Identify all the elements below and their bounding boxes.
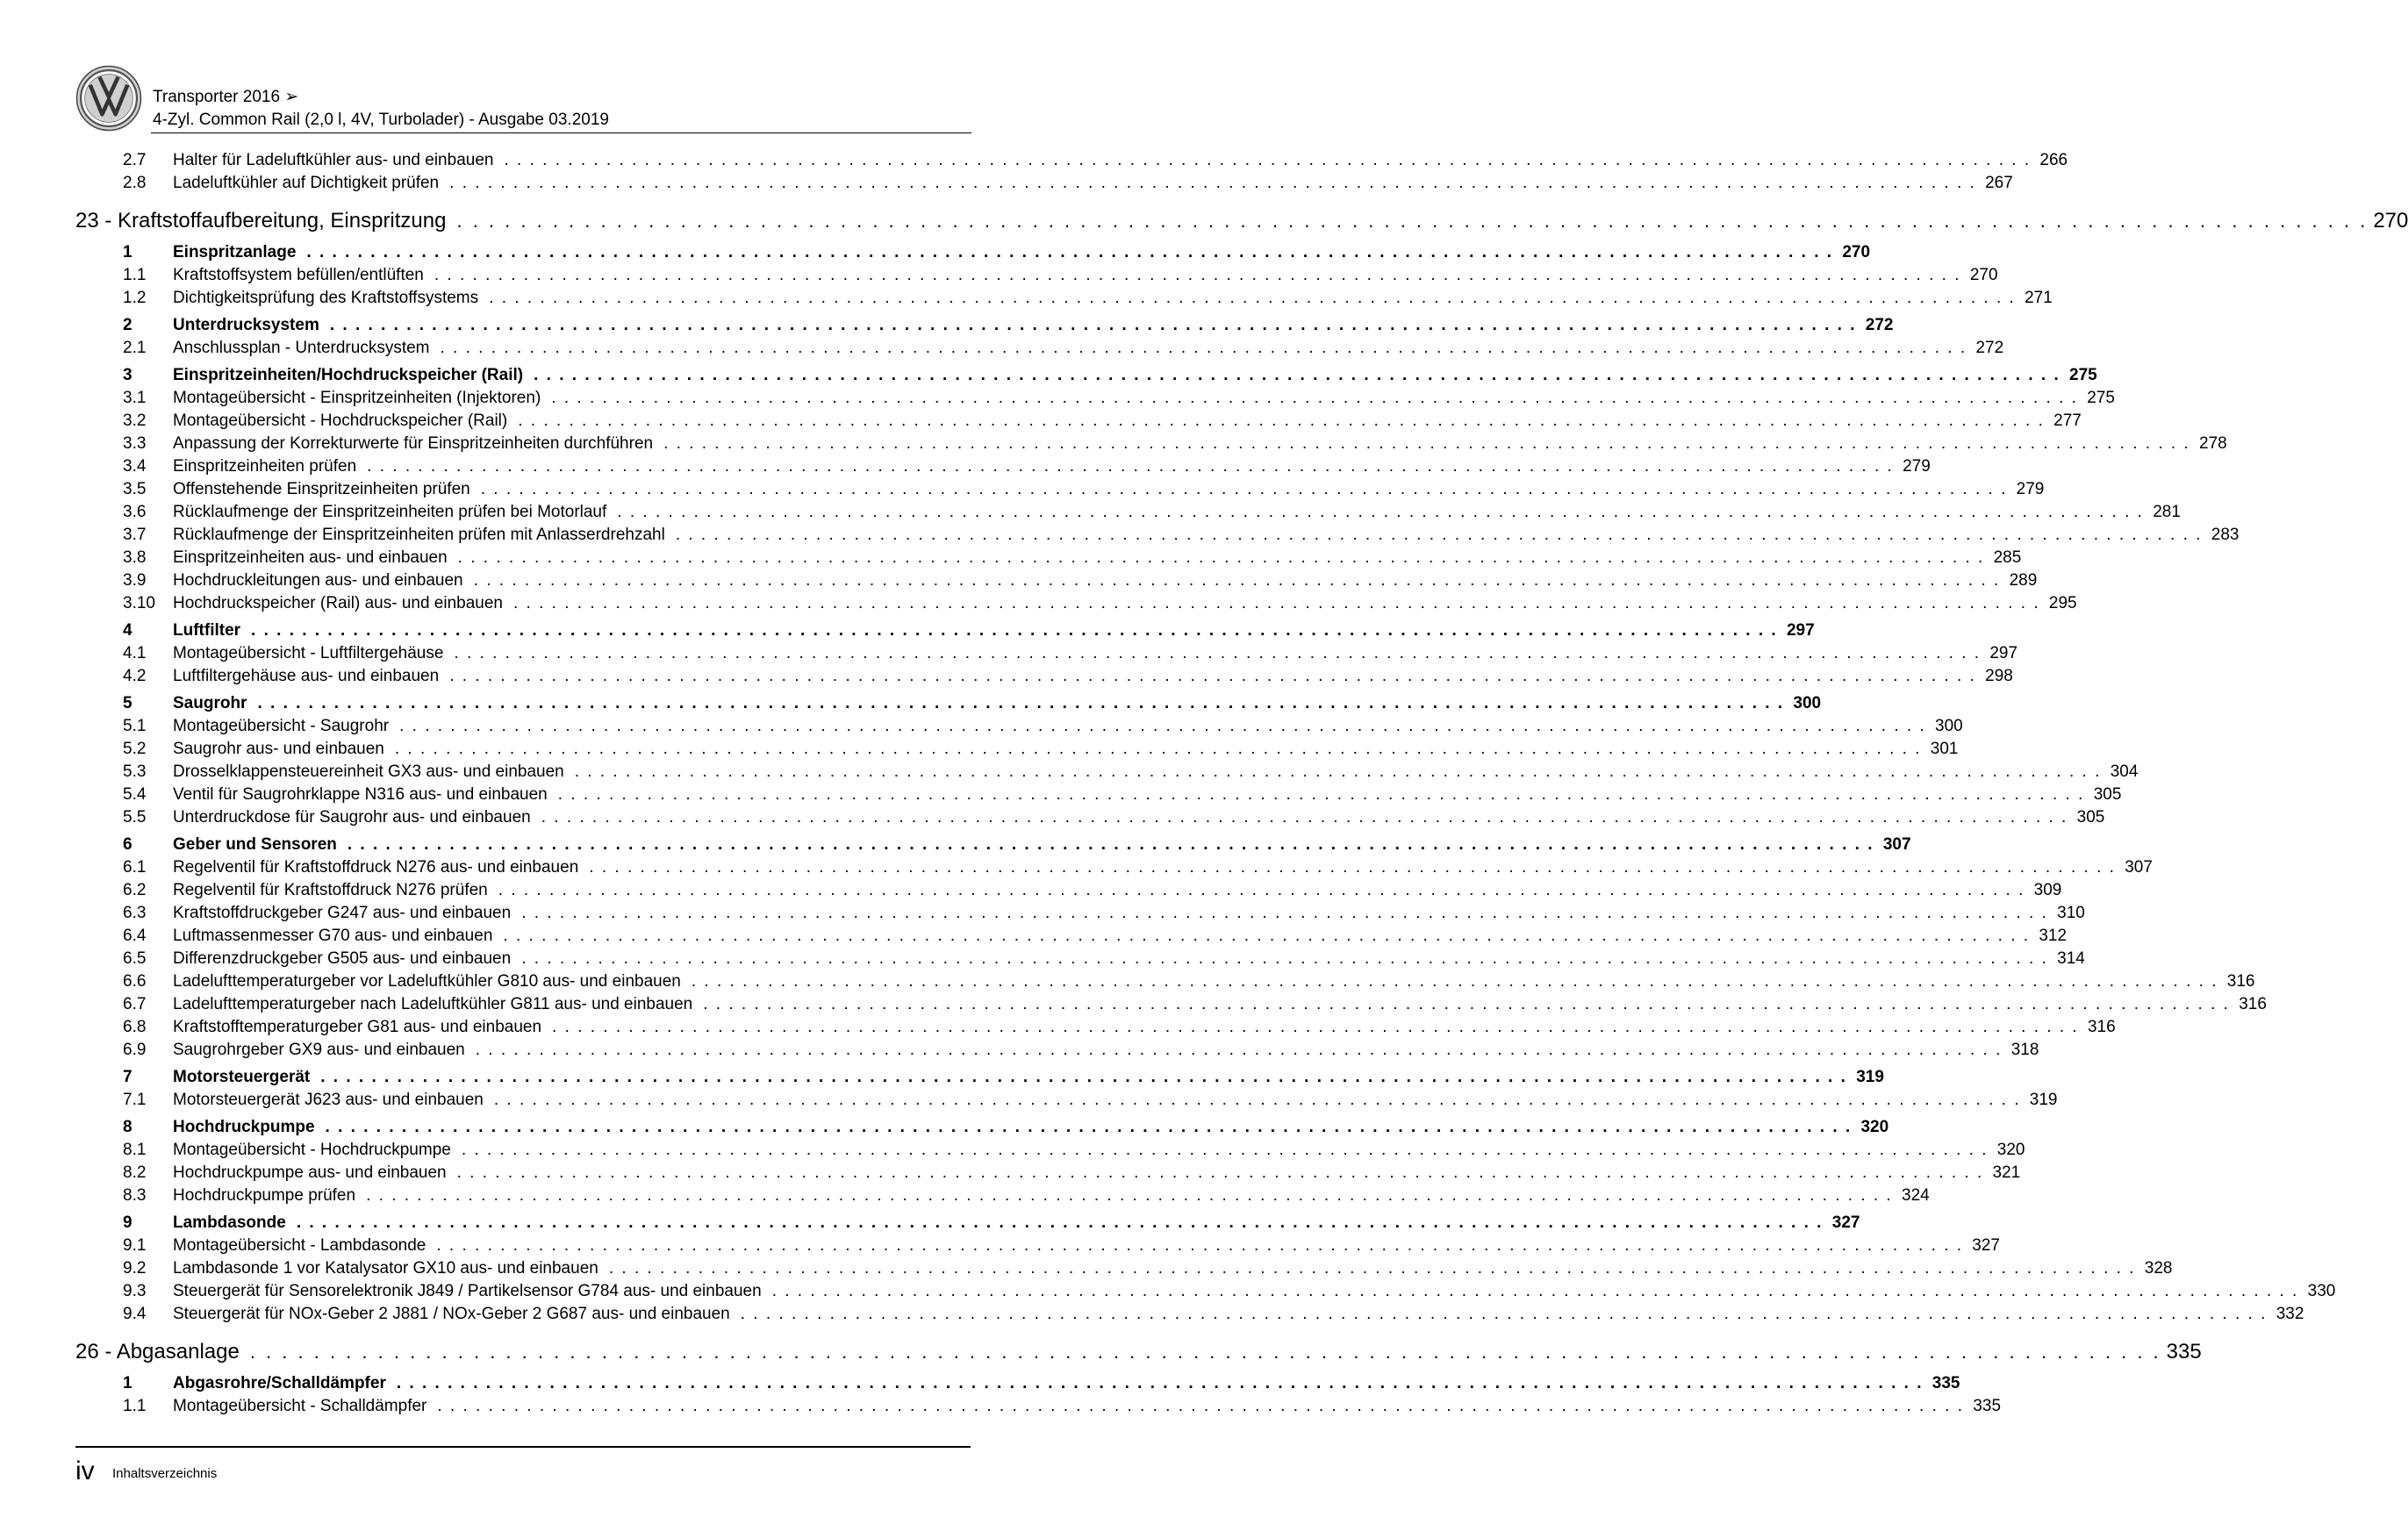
toc-entry-title: Drosselklappensteuereinheit GX3 aus- und einbauen	[173, 762, 564, 781]
toc-subsection[interactable]	[75, 1259, 2173, 1282]
toc-chapter[interactable]	[75, 1340, 2202, 1370]
toc-entry-number: 3.10	[123, 594, 155, 612]
toc-page-number: 298	[1985, 667, 2013, 685]
toc-subsection[interactable]	[75, 1282, 2336, 1305]
toc-entry-number: 6.6	[123, 972, 147, 991]
page-header	[75, 53, 971, 137]
toc-leader-dots: . . . . . . . . . . . . . . . . . . . . . . . . . . . . . . . . . . . . . . . . . . . . . . . . . . . . . . . . . . . . . . . . . . . . . . . . . . . . . . . . . . . . . . . . . . . . . . . . . . . . . . . . . . . . . . . . . . . . . . . .	[399, 717, 1926, 735]
toc-page-number: 321	[1992, 1163, 2021, 1182]
toc-leader-dots: . . . . . . . . . . . . . . . . . . . . . . . . . . . . . . . . . . . . . . . . . . . . . . . . . . . . . . . . . . . . . . . . . . . . . . . . . . . . . . . . . . . . . . . . . . . . . . . . . . . . . . . . . . . . . . . . . . . . . . . .	[489, 289, 2016, 307]
toc-leader-dots: . . . . . . . . . . . . . . . . . . . . . . . . . . . . . . . . . . . . . . . . . . . . . . . . . . . . . . . . . . . . . . . . . . . . . . . . . . . . . . . . . . . . . . . . . . . . . . . . . . . . . . . . . . . . . . . . . . . . . . . .	[251, 621, 1778, 640]
toc-subsection[interactable]	[75, 457, 1931, 480]
toc-page-number: 266	[2039, 151, 2068, 169]
toc-page-number: 270	[1969, 266, 1998, 284]
toc-page-number: 330	[2307, 1282, 2336, 1300]
toc-entry-title: Abgasrohre/Schalldämpfer	[173, 1374, 386, 1392]
toc-page-number: 277	[2053, 412, 2082, 430]
toc-entry-title: Kraftstofftemperaturgeber G81 aus- und einbauen	[173, 1018, 542, 1036]
toc-page-number: 316	[2087, 1018, 2116, 1036]
toc-page-number: 267	[1985, 174, 2013, 192]
toc-entry-number: 9.2	[123, 1259, 147, 1278]
toc-entry-number: 5.5	[123, 808, 147, 827]
toc-entry-title: Kraftstoffsystem befüllen/entlüften	[173, 266, 424, 284]
toc-entry-title: Hochdruckleitungen aus- und einbauen	[173, 571, 463, 590]
toc-entry-number: 6	[123, 835, 133, 854]
toc-leader-dots: . . . . . . . . . . . . . . . . . . . . . . . . . . . . . . . . . . . . . . . . . . . . . . . . . . . . . . . . . . . . . . . . . . . . . . . . . . . . . . . . . . . . . . . . . . . . . . . . . . . . . . . . . . . . . . . . . . . . . . . .	[296, 1213, 1824, 1232]
toc-entry-title: Montageübersicht - Hochdruckpumpe	[173, 1141, 451, 1159]
toc-entry-number: 8.2	[123, 1163, 147, 1182]
toc-entry-number: 6.1	[123, 858, 147, 877]
toc-subsection[interactable]	[75, 1018, 2116, 1041]
toc-leader-dots: . . . . . . . . . . . . . . . . . . . . . . . . . . . . . . . . . . . . . . . . . . . . . . . . . . . . . . . . . . . . . . . . . . . . . . . . . . . . . . . . . . . . . . . . . . . . . . . . . . . . . . . . . . . . . . . . . . . . . . . .	[320, 1068, 1847, 1086]
toc-leader-dots: . . . . . . . . . . . . . . . . . . . . . . . . . . . . . . . . . . . . . . . . . . . . . . . . . . . . . . . . . . . . . . . . . . . . . . . . . . . . . . . . . . . . . . . . . . . . . . . . . . . . . . . . . . . . . . . . . . . . . . . .	[325, 1118, 1853, 1136]
toc-entry-number: 2.1	[123, 339, 147, 357]
toc-entry-title: Montageübersicht - Schalldämpfer	[173, 1397, 427, 1415]
toc-leader-dots: . . . . . . . . . . . . . . . . . . . . . . . . . . . . . . . . . . . . . . . . . . . . . . . . . . . . . . . . . . . . . . . . . . . . . . . . . . . . . . . . . . . . . . . . . . . . . . . . . . . . . . . . . . . . . . . . . . . . . . . .	[473, 571, 2001, 590]
toc-page-number: 319	[1856, 1068, 1884, 1086]
toc-entry-title: Ladeluftkühler auf Dichtigkeit prüfen	[173, 174, 440, 192]
toc-page-number: 279	[1903, 457, 1931, 476]
toc-entry-title: Montageübersicht - Einspritzeinheiten (Injektoren)	[173, 389, 541, 407]
toc-page-number: 289	[2009, 571, 2038, 590]
toc-entry-number: 1.1	[123, 1397, 147, 1415]
toc-leader-dots: . . . . . . . . . . . . . . . . . . . . . . . . . . . . . . . . . . . . . . . . . . . . . . . . . . . . . . . . . . . . . . . . . . . . . . . . . . . . . . . . . . . . . . . . . . . . . . . . . . . . . . . . . . . . . . . . . . . . . . . .	[771, 1282, 2299, 1300]
toc-entry-number: 9.3	[123, 1282, 147, 1300]
toc-page-number: 327	[1831, 1213, 1860, 1232]
toc-entry-title: Einspritzeinheiten prüfen	[173, 457, 357, 476]
toc-leader-dots: . . . . . . . . . . . . . . . . . . . . . . . . . . . . . . . . . . . . . . . . . . . . . . . . . . . . . . . . . . . . . . . . . . . . . . . . . . . . . . . . . . . . . . . . . . . . . . . . . . . . . . . . . . . . . . . . . . . . . . . .	[518, 412, 2045, 430]
toc-leader-dots: . . . . . . . . . . . . . . . . . . . . . . . . . . . . . . . . . . . . . . . . . . . . . . . . . . . . . . . . . . . . . . . . . . . . . . . . . . . . . . . . . . . . . . . . . . . . . . . . . . . . . . . . . . . . . . . . . . . . . . . .	[608, 1259, 2136, 1278]
toc-page-number: 271	[2025, 289, 2053, 307]
toc-leader-dots: . . . . . . . . . . . . . . . . . . . . . . . . . . . . . . . . . . . . . . . . . . . . . . . . . . . . . . . . . . . . . . . . . . . . . . . . . . . . . . . . . . . . . . . . . . . . . . . . . . . . . . . . . . . . . . . . . . . . . . . .	[512, 594, 2040, 612]
toc-leader-dots: . . . . . . . . . . . . . . . . . . . . . . . . . . . . . . . . . . . . . . . . . . . . . . . . . . . . . . . . . . . . . . . . . . . . . . . . . . . . . . . . . . . . . . . . . . . . . . . . . . . . . . . . . . . . . . . . . . . . . . . .	[454, 644, 1982, 662]
toc-subsection[interactable]	[75, 389, 2115, 412]
toc-entry-number: 8	[123, 1118, 133, 1136]
toc-page-number: 316	[2239, 995, 2267, 1013]
toc-leader-dots: . . . . . . . . . . . . . . . . . . . . . . . . . . . . . . . . . . . . . . . . . . . . . . . . . . . . . . . . . . . . . . . . . . . . . . . . . . . . . . . . . . . . . . . . . . . . . . . . . . . . . . . . . . . . . . . . . . . . . . . .	[498, 881, 2025, 899]
toc-entry-title: Ladelufttemperaturgeber vor Ladeluftkühler G810 aus- und einbauen	[173, 972, 681, 991]
toc-leader-dots: . . . . . . . . . . . . . . . . . . . . . . . . . . . . . . . . . . . . . . . . . . . . . . . . . . . . . . . . . . . . . . . . . . . . . . . . . . . . . . . . . . . . . . . . . . . . . . . . . . . . . . . . . . . . . . . . . . . . . . . .	[347, 835, 1874, 854]
toc-leader-dots: . . . . . . . . . . . . . . . . . . . . . . . . . . . . . . . . . . . . . . . . . . . . . . . . . . . . . . . . . . . . . . . . . . . . . . . . . . . . . . . . . . . . . . . . . . . . . . . . . . . . . . . . . . . . . . . . . . . . . . . .	[436, 1236, 1963, 1255]
toc-entry-title: Hochdruckpumpe aus- und einbauen	[173, 1163, 447, 1182]
toc-leader-dots: . . . . . . . . . . . . . . . . . . . . . . . . . . . . . . . . . . . . . . . . . . . . . . . . . . . . . . . . . . . . . . . . . . . . . . . . . . . . . . . . . . . . . . . . . . . . . . . . . . . . . . . . . . . . . . . . . . . . . . . .	[574, 762, 2102, 781]
toc-leader-dots: . . . . . . . . . . . . . . . . . . . . . . . . . . . . . . . . . . . . . . . . . . . . . . . . . . . . . . . . . . . . . . . . . . . . . . . . . . . . . . . . . . . . . . . . . . . . . . . . . . . . . . . . . . . . . . . . . . . . . . . .	[551, 389, 2078, 407]
toc-subsection[interactable]	[75, 858, 2153, 881]
toc-entry-title: Differenzdruckgeber G505 aus- und einbauen	[173, 949, 512, 968]
toc-leader-dots: . . . . . . . . . . . . . . . . . . . . . . . . . . . . . . . . . . . . . . . . . . . . . . . . . . . . . . . . . . . . . . . . . . . . . . . . . . . . . . . . . . . . . . . . . . . . . . . . . . . . . . . . . . . . . . . . . . . . . . . .	[449, 667, 1976, 685]
toc-subsection[interactable]	[75, 571, 2038, 594]
toc-subsection[interactable]	[75, 972, 2255, 995]
toc-entry-title: Regelventil für Kraftstoffdruck N276 prüfen	[173, 881, 488, 899]
toc-entry-title: Rücklaufmenge der Einspritzeinheiten prüfen bei Motorlauf	[173, 503, 607, 521]
toc-page-number: 278	[2199, 434, 2227, 453]
toc-page-number: 281	[2153, 503, 2181, 521]
toc-leader-dots: . . . . . . . . . . . . . . . . . . . . . . . . . . . . . . . . . . . . . . . . . . . . . . . . . . . . . . . . . . . . . . . . . . . . . . . . . . . . . . . . . . . . . . . . . . . . . . . . . . . . . . . . . . . . . . . . . . . . . . . .	[396, 1374, 1924, 1392]
toc-page-number: 319	[2029, 1091, 2058, 1109]
toc-page-number: 300	[1793, 694, 1822, 712]
toc-entry-number: 3.7	[123, 526, 147, 544]
toc-page-number: 297	[1786, 621, 1815, 640]
toc-entry-title: Anpassung der Korrekturwerte für Einspritzeinheiten durchführen	[173, 434, 654, 453]
table-of-contents	[75, 151, 2408, 1420]
toc-entry-number: 1	[123, 243, 133, 261]
document-subtitle: 4-Zyl. Common Rail (2,0 l, 4V, Turbolader) - Ausgabe 03.2019	[153, 111, 609, 129]
toc-entry-number: 2.7	[123, 151, 147, 169]
toc-subsection[interactable]	[75, 881, 2062, 904]
toc-page-number: 297	[1989, 644, 2018, 662]
toc-leader-dots: . . . . . . . . . . . . . . . . . . . . . . . . . . . . . . . . . . . . . . . . . . . . . . . . . . . . . . . . . . . . . . . . . . . . . . . . . . . . . . . . . . . . . . . . . . . . . . . . . . . . . . . . . . . . . . . . . . . . . . . .	[306, 243, 1834, 261]
toc-entry-number: 5.4	[123, 785, 147, 804]
toc-leader-dots: . . . . . . . . . . . . . . . . . . . . . . . . . . . . . . . . . . . . . . . . . . . . . . . . . . . . . . . . . . . . . . . . . . . . . . . . . . . . . . . . . . . . . . . . . . . . . . . . . . . . . . . . . . . . . . . . . . . . . . . .	[456, 1163, 1984, 1182]
toc-page-number: 318	[2010, 1041, 2039, 1059]
toc-subsection[interactable]	[75, 1141, 2025, 1163]
footer-section-label: Inhaltsverzeichnis	[112, 1466, 218, 1481]
toc-leader-dots: . . . . . . . . . . . . . . . . . . . . . . . . . . . . . . . . . . . . . . . . . . . . . . . . . . . . . . . . . . . . . . . . . . . . . . . . . . . . . . . . . . . . . . . . . . . . . . . . . . . . . . . . . . . . . . . . . . . . . . . .	[617, 503, 2144, 521]
toc-leader-dots: . . . . . . . . . . . . . . . . . . . . . . . . . . . . . . . . . . . . . . . . . . . . . . . . . . . . . . . . . . . . . . . . . . . . . . . . . . . . . . . . . . . . . . . . . . . . . . . . . . . . . . . . . . . . . . . . . . . . . . . .	[480, 480, 2008, 498]
toc-leader-dots: . . . . . . . . . . . . . . . . . . . . . . . . . . . . . . . . . . . . . . . . . . . . . . . . . . . . . . . . . . . . . . . . . . . . . . . . . . . . . . . . . . . . . . . . . . . . . . . . . . . . . . . . . . . . . . . . . . . . . . . .	[457, 548, 1985, 567]
toc-subsection[interactable]	[75, 1186, 1930, 1209]
toc-leader-dots: . . . . . . . . . . . . . . . . . . . . . . . . . . . . . . . . . . . . . . . . . . . . . . . . . . . . . . . . . . . . . . . . . . . . . . . . . . . . . . . . . . . . . . . . . . . . . . . . . . . . . . . . . . . . . . . . . . . . . . . .	[449, 174, 1976, 192]
toc-subsection[interactable]	[75, 339, 2004, 361]
toc-subsection[interactable]	[75, 434, 2227, 457]
toc-entry-title: Geber und Sensoren	[173, 835, 337, 854]
toc-leader-dots: . . . . . . . . . . . . . . . . . . . . . . . . . . . . . . . . . . . . . . . . . . . . . . . . . . . . . . . . . . . . . . . . . . . . . . . . . . . . . . . . . . . . . . . . . . . . . . . . . . . . . . . . . . . . . . . . . . . . . . . .	[394, 740, 1922, 758]
toc-leader-dots: . . . . . . . . . . . . . . . . . . . . . . . . . . . . . . . . . . . . . . . . . . . . . . . . . . . . . . . . . . . . . . . . . . . . . . . . . . . . . . . . . . . . . . . . . . . . . . . . . . . . . . . . . . . . . . . . . . . . . . . .	[703, 995, 2230, 1013]
toc-section[interactable]	[75, 316, 1894, 339]
document-title: Transporter 2016 ➢	[153, 88, 299, 106]
toc-entry-number: 6.2	[123, 881, 147, 899]
toc-page-number: 275	[2087, 389, 2115, 407]
toc-entry-number: 6.5	[123, 949, 147, 968]
toc-entry-number: 3	[123, 366, 133, 384]
toc-entry-number: 5	[123, 694, 133, 712]
toc-entry-number: 8.1	[123, 1141, 147, 1159]
toc-entry-number: 4.1	[123, 644, 147, 662]
toc-entry-number: 3.3	[123, 434, 147, 453]
toc-page-number: 335	[1973, 1397, 2002, 1415]
toc-entry-title: 23 - Kraftstoffaufbereitung, Einspritzung	[75, 209, 447, 233]
toc-subsection[interactable]	[75, 480, 2045, 503]
toc-page-number: 272	[1865, 316, 1894, 334]
toc-entry-number: 6.3	[123, 904, 147, 922]
toc-entry-title: Einspritzeinheiten aus- und einbauen	[173, 548, 448, 567]
toc-subsection[interactable]	[75, 927, 2068, 949]
toc-subsection[interactable]	[75, 1305, 2304, 1328]
toc-entry-title: Hochdruckpumpe prüfen	[173, 1186, 356, 1205]
toc-leader-dots: . . . . . . . . . . . . . . . . . . . . . . . . . . . . . . . . . . . . . . . . . . . . . . . . . . . . . . . . . . . . . . . . . . . . . . . . . . . . . . . . . . . . . . . . . . . . . . . . . . . . . . . . . . . . . . . . . . . . . . . .	[434, 266, 1961, 284]
toc-entry-number: 9.4	[123, 1305, 147, 1323]
toc-subsection[interactable]	[75, 266, 1998, 289]
toc-entry-title: Motorsteuergerät	[173, 1068, 311, 1086]
toc-entry-title: Dichtigkeitsprüfung des Kraftstoffsystems	[173, 289, 479, 307]
toc-entry-number: 5.3	[123, 762, 147, 781]
toc-page-number: 295	[2048, 594, 2077, 612]
toc-page-number: 314	[2057, 949, 2085, 968]
toc-subsection[interactable]	[75, 740, 1959, 762]
toc-entry-number: 2	[123, 316, 133, 334]
toc-entry-title: Steuergerät für NOx-Geber 2 J881 / NOx-Geber 2 G687 aus- und einbauen	[173, 1305, 730, 1323]
toc-entry-number: 7.1	[123, 1091, 147, 1109]
toc-entry-title: Einspritzanlage	[173, 243, 297, 261]
toc-page-number: 332	[2275, 1305, 2304, 1323]
toc-subsection[interactable]	[75, 412, 2082, 434]
toc-entry-title: 26 - Abgasanlage	[75, 1340, 240, 1364]
toc-entry-number: 4	[123, 621, 133, 640]
toc-subsection[interactable]	[75, 503, 2181, 526]
toc-entry-title: Kraftstoffdruckgeber G247 aus- und einbauen	[173, 904, 512, 922]
toc-entry-title: Luftmassenmesser G70 aus- und einbauen	[173, 927, 493, 945]
toc-page-number: 270	[2373, 209, 2408, 233]
toc-entry-title: Ventil für Saugrohrklappe N316 aus- und einbauen	[173, 785, 548, 804]
toc-entry-title: Unterdrucksystem	[173, 316, 319, 334]
toc-leader-dots: . . . . . . . . . . . . . . . . . . . . . . . . . . . . . . . . . . . . . . . . . . . . . . . . . . . . . . . . . . . . . . . . . . . . . . . . . . . . . . . . . . . . . . . . . . . . . . . . . . . . . . . . . . . . . . . . . . . . . . . .	[440, 339, 1967, 357]
toc-page-number: 312	[2039, 927, 2068, 945]
toc-entry-number: 9.1	[123, 1236, 147, 1255]
toc-entry-title: Hochdruckspeicher (Rail) aus- und einbauen	[173, 594, 503, 612]
toc-leader-dots: . . . . . . . . . . . . . . . . . . . . . . . . . . . . . . . . . . . . . . . . . . . . . . . . . . . . . . . . . . . . . . . . . . . . . . . . . . . . . . . . . . . . . . . . . . . . . . . . . . . . . . . . . . . . . . . . . . . . . . . .	[503, 927, 2031, 945]
toc-page-number: 328	[2144, 1259, 2173, 1278]
toc-entry-number: 3.5	[123, 480, 147, 498]
toc-subsection[interactable]	[75, 1236, 2000, 1259]
toc-subsection[interactable]	[75, 762, 2139, 785]
toc-leader-dots: . . . . . . . . . . . . . . . . . . . . . . . . . . . . . . . . . . . . . . . . . . . . . . . . . . . . . . . . . . . . . . . . . . . . . . . . . . . . . . . . . . . . . . . . . . . . . . . . . . . . . . . . . . . . . . . . . . . . . . . .	[541, 808, 2068, 827]
toc-entry-number: 9	[123, 1213, 133, 1232]
toc-entry-number: 3.2	[123, 412, 147, 430]
toc-leader-dots: . . . . . . . . . . . . . . . . . . . . . . . . . . . . . . . . . . . . . . . . . . . . . . . . . . . . . . . . . . . . . . . . . . . . . . . . . . . . . . . . . . . . . . . . . . . . . . . . . . . . . . . . . . . . . . . . . . . . . . . .	[663, 434, 2190, 453]
toc-leader-dots: . . . . . . . . . . . . . . . . . . . . . . . . . . . . . . . . . . . . . . . . . . . . . . . . . . . . . . . . . . . . . . . . . . . . . . . . . . . . . . . . . . . . . . . . . . . . . . . . . . . . . . . . . . . . . . . . . . . . . . . .	[740, 1305, 2268, 1323]
toc-page-number: 272	[1975, 339, 2004, 357]
toc-chapter[interactable]	[75, 209, 2408, 239]
toc-subsection[interactable]	[75, 717, 1963, 740]
toc-entry-number: 7	[123, 1068, 133, 1086]
toc-entry-title: Anschlussplan - Unterdrucksystem	[173, 339, 430, 357]
toc-entry-title: Einspritzeinheiten/Hochdruckspeicher (Rail)	[173, 366, 524, 384]
toc-page-number: 275	[2069, 366, 2097, 384]
toc-leader-dots: . . . . . . . . . . . . . . . . . . . . . . . . . . . . . . . . . . . . . . . . . . . . . . . . . . . . . . . . . . . . . . . . . . . . . . . . . . . . . . . . . . . . . . . . . . . . . . . . . . . . . . . . . . . . . . . . . . . . . . . .	[461, 1141, 1989, 1159]
toc-leader-dots: . . . . . . . . . . . . . . . . . . . . . . . . . . . . . . . . . . . . . . . . . . . . . . . . . . . . . . . . . . . . . . . . . . . . . . . . . . . . . . . . . . . . . . . . . . . . . . . . . . . . . . . . . . . . . . . . . . . . . . . .	[521, 904, 2048, 922]
toc-subsection[interactable]	[75, 526, 2240, 548]
toc-page-number: 279	[2016, 480, 2045, 498]
toc-entry-number: 3.1	[123, 389, 147, 407]
toc-entry-number: 8.3	[123, 1186, 147, 1205]
toc-page-number: 305	[2076, 808, 2105, 827]
toc-subsection[interactable]	[75, 1091, 2058, 1113]
toc-leader-dots: . . . . . . . . . . . . . . . . . . . . . . . . . . . . . . . . . . . . . . . . . . . . . . . . . . . . . . . . . . . . . . . . . . . . . . . . . . . . . . . . . . . . . . . . . . . . . . . . . . . . . . . . . . . . . . . . . . . . . . . .	[257, 694, 1785, 712]
toc-subsection[interactable]	[75, 949, 2085, 972]
toc-subsection[interactable]	[75, 995, 2267, 1018]
toc-subsection[interactable]	[75, 785, 2122, 808]
toc-page-number: 327	[1972, 1236, 2000, 1255]
toc-page-number: 301	[1930, 740, 1959, 758]
toc-entry-number: 1.2	[123, 289, 147, 307]
toc-leader-dots: . . . . . . . . . . . . . . . . . . . . . . . . . . . . . . . . . . . . . . . . . . . . . . . . . . . . . . . . . . . . . . . . . . . . . . . . . . . . . . . . . . . . . . . . . . . . . . . . . . . . . . . . . . . . . . . . . . . . . . . .	[504, 151, 2032, 169]
toc-entry-number: 5.1	[123, 717, 147, 735]
toc-entry-title: Montageübersicht - Luftfiltergehäuse	[173, 644, 444, 662]
toc-section[interactable]	[75, 366, 2097, 389]
toc-entry-number: 3.9	[123, 571, 147, 590]
toc-subsection[interactable]	[75, 644, 2018, 667]
header-divider	[151, 132, 971, 133]
toc-page-number: 320	[1860, 1118, 1889, 1136]
toc-entry-title: Steuergerät für Sensorelektronik J849 / Partikelsensor G784 aus- und einbauen	[173, 1282, 762, 1300]
toc-entry-number: 2.8	[123, 174, 147, 192]
toc-leader-dots: . . . . . . . . . . . . . . . . . . . . . . . . . . . . . . . . . . . . . . . . . . . . . . . . . . . . . . . . . . . . . . . . . . . . . . . . . . . . . . . . . . . . . . . . . . . . . . . . . . . . . . . . . . . . . . . . . . . . . . . .	[367, 457, 1894, 476]
toc-subsection[interactable]	[75, 1397, 2002, 1420]
toc-leader-dots: . . . . . . . . . . . . . . . . . . . . . . . . . . . . . . . . . . . . . . . . . . . . . . . . . . . . . . . . . . . . . . . . . . . . . . . . . . . . . . . . . . . . . . . . . . . . . . . . . . . . . . . . . . . . . . . . . . . . . . . .	[675, 526, 2203, 544]
toc-leader-dots: . . . . . . . . . . . . . . . . . . . . . . . . . . . . . . . . . . . . . . . . . . . . . . . . . . . . . . . . . . . . . . . . . . . . . . . . . . . . . . . . . . . . . . . . . . . . . . . . . . . . . . . . . . . . . . . . . . . . . . . .	[249, 1341, 2161, 1363]
toc-entry-title: Motorsteuergerät J623 aus- und einbauen	[173, 1091, 484, 1109]
toc-page-number: 335	[1931, 1374, 1960, 1392]
toc-leader-dots: . . . . . . . . . . . . . . . . . . . . . . . . . . . . . . . . . . . . . . . . . . . . . . . . . . . . . . . . . . . . . . . . . . . . . . . . . . . . . . . . . . . . . . . . . . . . . . . . . . . . . . . . . . . . . . . . . . . . . . . .	[437, 1397, 1965, 1415]
toc-leader-dots: . . . . . . . . . . . . . . . . . . . . . . . . . . . . . . . . . . . . . . . . . . . . . . . . . . . . . . . . . . . . . . . . . . . . . . . . . . . . . . . . . . . . . . . . . . . . . . . . . . . . . . . . . . . . . . . . . . . . . . . .	[552, 1018, 2079, 1036]
toc-subsection[interactable]	[75, 151, 2068, 174]
toc-leader-dots: . . . . . . . . . . . . . . . . . . . . . . . . . . . . . . . . . . . . . . . . . . . . . . . . . . . . . . . . . . . . . . . . . . . . . . . . . . . . . . . . . . . . . . . . . . . . . . . . . . . . . . . . . . . . . . . . . . . . . . . .	[366, 1186, 1893, 1205]
toc-entry-title: Lambdasonde 1 vor Katalysator GX10 aus- und einbauen	[173, 1259, 598, 1278]
page-number: iv	[75, 1457, 95, 1485]
toc-page-number: 320	[1996, 1141, 2025, 1159]
toc-page-number: 305	[2093, 785, 2122, 804]
toc-entry-number: 3.8	[123, 548, 147, 567]
toc-page-number: 324	[1902, 1186, 1930, 1205]
toc-subsection[interactable]	[75, 904, 2085, 927]
toc-leader-dots: . . . . . . . . . . . . . . . . . . . . . . . . . . . . . . . . . . . . . . . . . . . . . . . . . . . . . . . . . . . . . . . . . . . . . . . . . . . . . . . . . . . . . . . . . . . . . . . . . . . . . . . . . . . . . . . . . . . . . . . .	[475, 1041, 2003, 1059]
toc-entry-number: 4.2	[123, 667, 147, 685]
toc-page-number: 304	[2110, 762, 2139, 781]
toc-subsection[interactable]	[75, 289, 2053, 311]
toc-subsection[interactable]	[75, 1041, 2039, 1063]
toc-section[interactable]	[75, 243, 1871, 266]
toc-entry-number: 6.7	[123, 995, 147, 1013]
footer-divider	[75, 1446, 971, 1448]
toc-entry-title: Saugrohr	[173, 694, 247, 712]
toc-subsection[interactable]	[75, 548, 2022, 571]
toc-entry-title: Montageübersicht - Lambdasonde	[173, 1236, 426, 1255]
toc-leader-dots: . . . . . . . . . . . . . . . . . . . . . . . . . . . . . . . . . . . . . . . . . . . . . . . . . . . . . . . . . . . . . . . . . . . . . . . . . . . . . . . . . . . . . . . . . . . . . . . . . . . . . . . . . . . . . . . . . . . . . . . .	[691, 972, 2218, 991]
toc-leader-dots: . . . . . . . . . . . . . . . . . . . . . . . . . . . . . . . . . . . . . . . . . . . . . . . . . . . . . . . . . . . . . . . . . . . . . . . . . . . . . . . . . . . . . . . . . . . . . . . . . . . . . . . . . . . . . . . . . . . . . . . .	[493, 1091, 2021, 1109]
toc-subsection[interactable]	[75, 667, 2013, 690]
toc-entry-number: 1.1	[123, 266, 147, 284]
toc-page-number: 307	[1882, 835, 1911, 854]
toc-entry-number: 6.4	[123, 927, 147, 945]
toc-entry-title: Saugrohr aus- und einbauen	[173, 740, 384, 758]
toc-page-number: 307	[2125, 858, 2153, 877]
toc-page-number: 310	[2057, 904, 2085, 922]
toc-entry-number: 3.4	[123, 457, 147, 476]
toc-entry-title: Ladelufttemperaturgeber nach Ladeluftkühler G811 aus- und einbauen	[173, 995, 693, 1013]
toc-subsection[interactable]	[75, 174, 2013, 197]
toc-entry-title: Hochdruckpumpe	[173, 1118, 315, 1136]
toc-leader-dots: . . . . . . . . . . . . . . . . . . . . . . . . . . . . . . . . . . . . . . . . . . . . . . . . . . . . . . . . . . . . . . . . . . . . . . . . . . . . . . . . . . . . . . . . . . . . . . . . . . . . . . . . . . . . . . . . . . . . . . . .	[521, 949, 2048, 968]
toc-section[interactable]	[75, 1374, 1960, 1397]
toc-entry-title: Unterdruckdose für Saugrohr aus- und einbauen	[173, 808, 531, 827]
toc-entry-title: Montageübersicht - Hochdruckspeicher (Rail)	[173, 412, 508, 430]
vw-logo-icon	[75, 65, 142, 132]
toc-page-number: 335	[2166, 1340, 2202, 1364]
toc-leader-dots: . . . . . . . . . . . . . . . . . . . . . . . . . . . . . . . . . . . . . . . . . . . . . . . . . . . . . . . . . . . . . . . . . . . . . . . . . . . . . . . . . . . . . . . . . . . . . . . . . . . . . . . . . . . . . . . . . . . . . . . .	[456, 210, 2369, 232]
toc-leader-dots: . . . . . . . . . . . . . . . . . . . . . . . . . . . . . . . . . . . . . . . . . . . . . . . . . . . . . . . . . . . . . . . . . . . . . . . . . . . . . . . . . . . . . . . . . . . . . . . . . . . . . . . . . . . . . . . . . . . . . . . .	[589, 858, 2116, 877]
toc-entry-title: Offenstehende Einspritzeinheiten prüfen	[173, 480, 470, 498]
toc-section[interactable]	[75, 835, 1911, 858]
toc-leader-dots: . . . . . . . . . . . . . . . . . . . . . . . . . . . . . . . . . . . . . . . . . . . . . . . . . . . . . . . . . . . . . . . . . . . . . . . . . . . . . . . . . . . . . . . . . . . . . . . . . . . . . . . . . . . . . . . . . . . . . . . .	[329, 316, 1857, 334]
toc-entry-title: Montageübersicht - Saugrohr	[173, 717, 390, 735]
toc-page-number: 300	[1935, 717, 1963, 735]
toc-leader-dots: . . . . . . . . . . . . . . . . . . . . . . . . . . . . . . . . . . . . . . . . . . . . . . . . . . . . . . . . . . . . . . . . . . . . . . . . . . . . . . . . . . . . . . . . . . . . . . . . . . . . . . . . . . . . . . . . . . . . . . . .	[557, 785, 2085, 804]
toc-subsection[interactable]	[75, 808, 2105, 831]
toc-section[interactable]	[75, 1118, 1889, 1141]
toc-page-number: 309	[2033, 881, 2062, 899]
toc-entry-number: 6.8	[123, 1018, 147, 1036]
toc-entry-title: Luftfilter	[173, 621, 241, 640]
toc-entry-number: 6.9	[123, 1041, 147, 1059]
toc-entry-title: Regelventil für Kraftstoffdruck N276 aus- und einbauen	[173, 858, 579, 877]
toc-page-number: 316	[2226, 972, 2255, 991]
toc-entry-title: Lambdasonde	[173, 1213, 286, 1232]
toc-subsection[interactable]	[75, 1163, 2021, 1186]
toc-entry-number: 5.2	[123, 740, 147, 758]
toc-entry-title: Rücklaufmenge der Einspritzeinheiten prüfen mit Anlasserdrehzahl	[173, 526, 665, 544]
toc-page-number: 285	[1993, 548, 2022, 567]
toc-entry-number: 1	[123, 1374, 133, 1392]
toc-page-number: 270	[1842, 243, 1871, 261]
toc-section[interactable]	[75, 1068, 1884, 1091]
toc-entry-number: 3.6	[123, 503, 147, 521]
toc-section[interactable]	[75, 1213, 1860, 1236]
toc-section[interactable]	[75, 621, 1815, 644]
toc-entry-title: Saugrohrgeber GX9 aus- und einbauen	[173, 1041, 465, 1059]
toc-entry-title: Halter für Ladeluftkühler aus- und einbauen	[173, 151, 494, 169]
toc-subsection[interactable]	[75, 594, 2077, 617]
toc-leader-dots: . . . . . . . . . . . . . . . . . . . . . . . . . . . . . . . . . . . . . . . . . . . . . . . . . . . . . . . . . . . . . . . . . . . . . . . . . . . . . . . . . . . . . . . . . . . . . . . . . . . . . . . . . . . . . . . . . . . . . . . .	[534, 366, 2060, 384]
toc-page-number: 283	[2211, 526, 2240, 544]
toc-entry-title: Luftfiltergehäuse aus- und einbauen	[173, 667, 440, 685]
toc-section[interactable]	[75, 694, 1822, 717]
